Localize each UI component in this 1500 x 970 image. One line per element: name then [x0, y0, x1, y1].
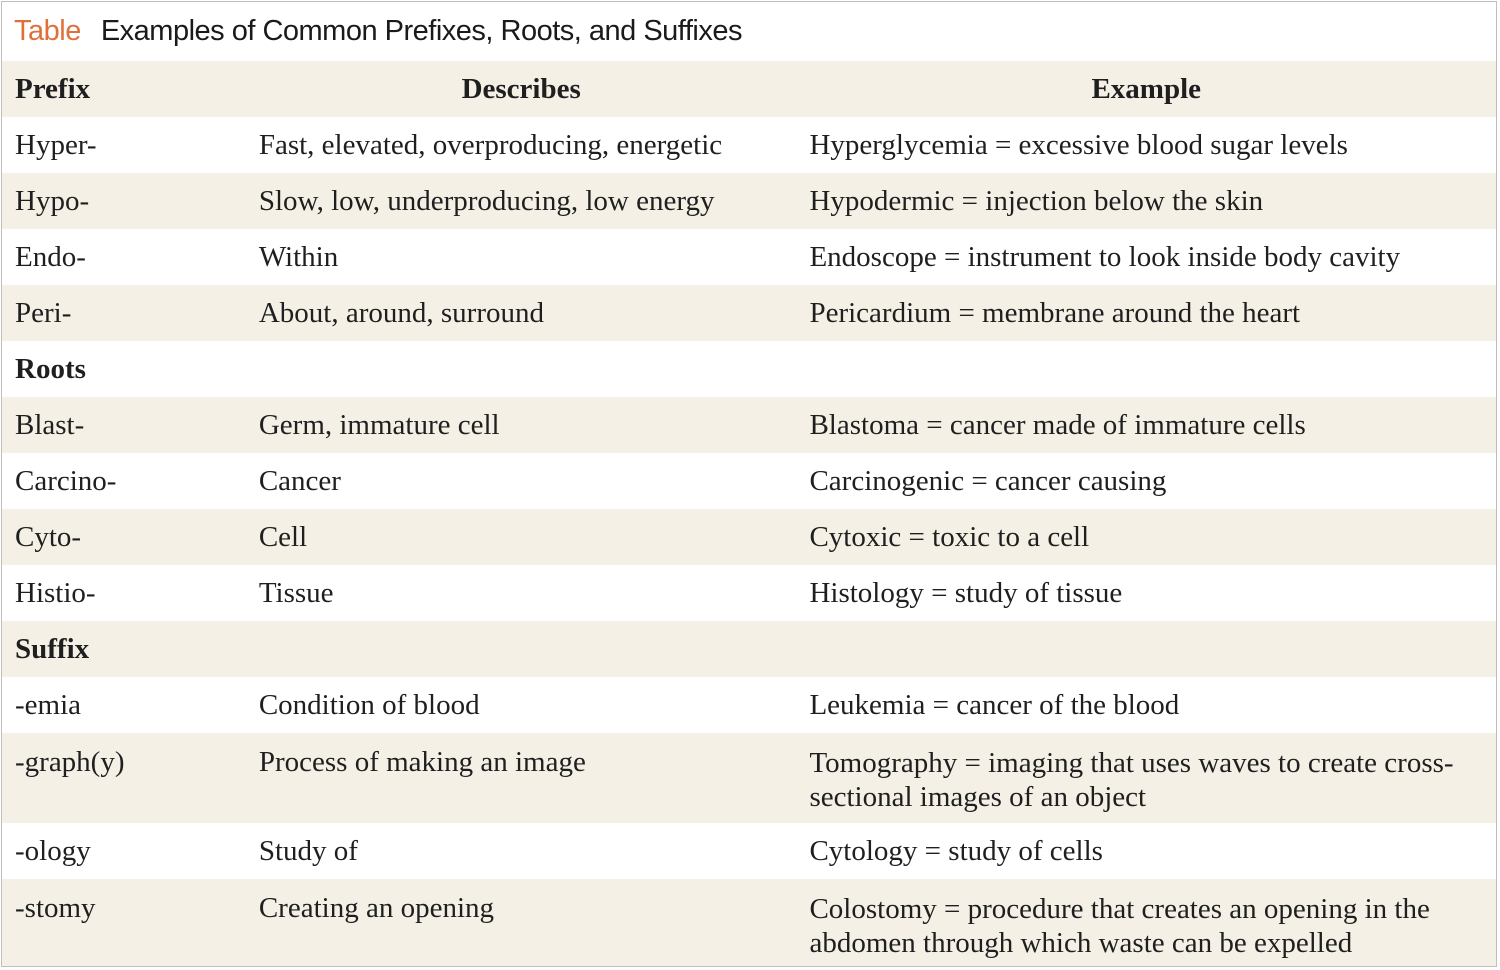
- section-label-suffix: Suffix: [15, 632, 90, 665]
- describes-cell: Germ, immature cell: [258, 408, 500, 441]
- table-row: [2, 565, 1496, 621]
- header-prefix: Prefix: [15, 72, 91, 105]
- term-cell: Blast-: [15, 408, 85, 441]
- table-row: [2, 677, 1496, 733]
- example-cell: Cytology = study of cells: [809, 834, 1103, 867]
- describes-cell: Process of making an image: [258, 746, 586, 778]
- describes-cell: Fast, elevated, overproducing, energetic: [258, 128, 723, 161]
- example-cell: Carcinogenic = cancer causing: [809, 464, 1167, 497]
- example-cell: Cytoxic = toxic to a cell: [809, 520, 1090, 553]
- term-cell: Histio-: [15, 576, 96, 609]
- term-cell: -emia: [15, 688, 82, 721]
- caption-label: Table: [14, 15, 81, 47]
- caption-title: Examples of Common Prefixes, Roots, and Suffixes: [100, 15, 742, 47]
- section-label-roots: Roots: [15, 352, 86, 385]
- example-cell: Leukemia = cancer of the blood: [809, 688, 1180, 721]
- table-row: [2, 509, 1496, 565]
- describes-cell: Within: [258, 240, 339, 273]
- table-caption: [2, 2, 1496, 61]
- term-cell: Hypo-: [15, 184, 90, 217]
- example-cell: Hypodermic = injection below the skin: [809, 184, 1264, 217]
- describes-cell: Study of: [258, 834, 358, 867]
- section-row-suffix: [2, 621, 1496, 677]
- example-cell: Tomography = imaging that uses waves to create cross-sectional images of an object: [809, 747, 1454, 813]
- table-row: [2, 173, 1496, 229]
- table-row: [2, 117, 1496, 173]
- example-cell: Endoscope = instrument to look inside body cavity: [809, 240, 1401, 273]
- describes-cell: Tissue: [258, 576, 334, 609]
- table-row: [2, 879, 1496, 966]
- table-frame: [1, 1, 1497, 967]
- section-row-roots: [2, 341, 1496, 397]
- term-cell: Endo-: [15, 240, 86, 273]
- describes-cell: Cell: [258, 520, 308, 553]
- example-cell: Colostomy = procedure that creates an opening in the abdomen through which waste can be expelled: [809, 893, 1430, 959]
- describes-cell: About, around, surround: [258, 296, 544, 329]
- describes-cell: Creating an opening: [258, 892, 495, 924]
- table-row: [2, 285, 1496, 341]
- term-cell: Peri-: [15, 296, 72, 329]
- term-cell: Cyto-: [15, 520, 82, 553]
- term-cell: -graph(y): [15, 746, 125, 778]
- header-row: [2, 61, 1496, 117]
- example-cell: Blastoma = cancer made of immature cells: [809, 408, 1306, 441]
- describes-cell: Cancer: [258, 464, 341, 497]
- table-row: [2, 733, 1496, 823]
- header-example: Example: [1091, 72, 1202, 105]
- term-cell: Hyper-: [15, 128, 97, 161]
- example-cell: Hyperglycemia = excessive blood sugar levels: [809, 128, 1348, 161]
- header-describes: Describes: [461, 72, 581, 105]
- table-row: [2, 453, 1496, 509]
- example-cell: Pericardium = membrane around the heart: [809, 296, 1301, 329]
- table-row: [2, 397, 1496, 453]
- describes-cell: Condition of blood: [258, 688, 480, 721]
- term-cell: -stomy: [15, 892, 96, 924]
- term-cell: Carcino-: [15, 464, 117, 497]
- table-row: [2, 229, 1496, 285]
- table-row: [2, 823, 1496, 879]
- describes-cell: Slow, low, underproducing, low energy: [258, 184, 715, 217]
- example-cell: Histology = study of tissue: [809, 576, 1123, 609]
- term-cell: -ology: [15, 834, 91, 867]
